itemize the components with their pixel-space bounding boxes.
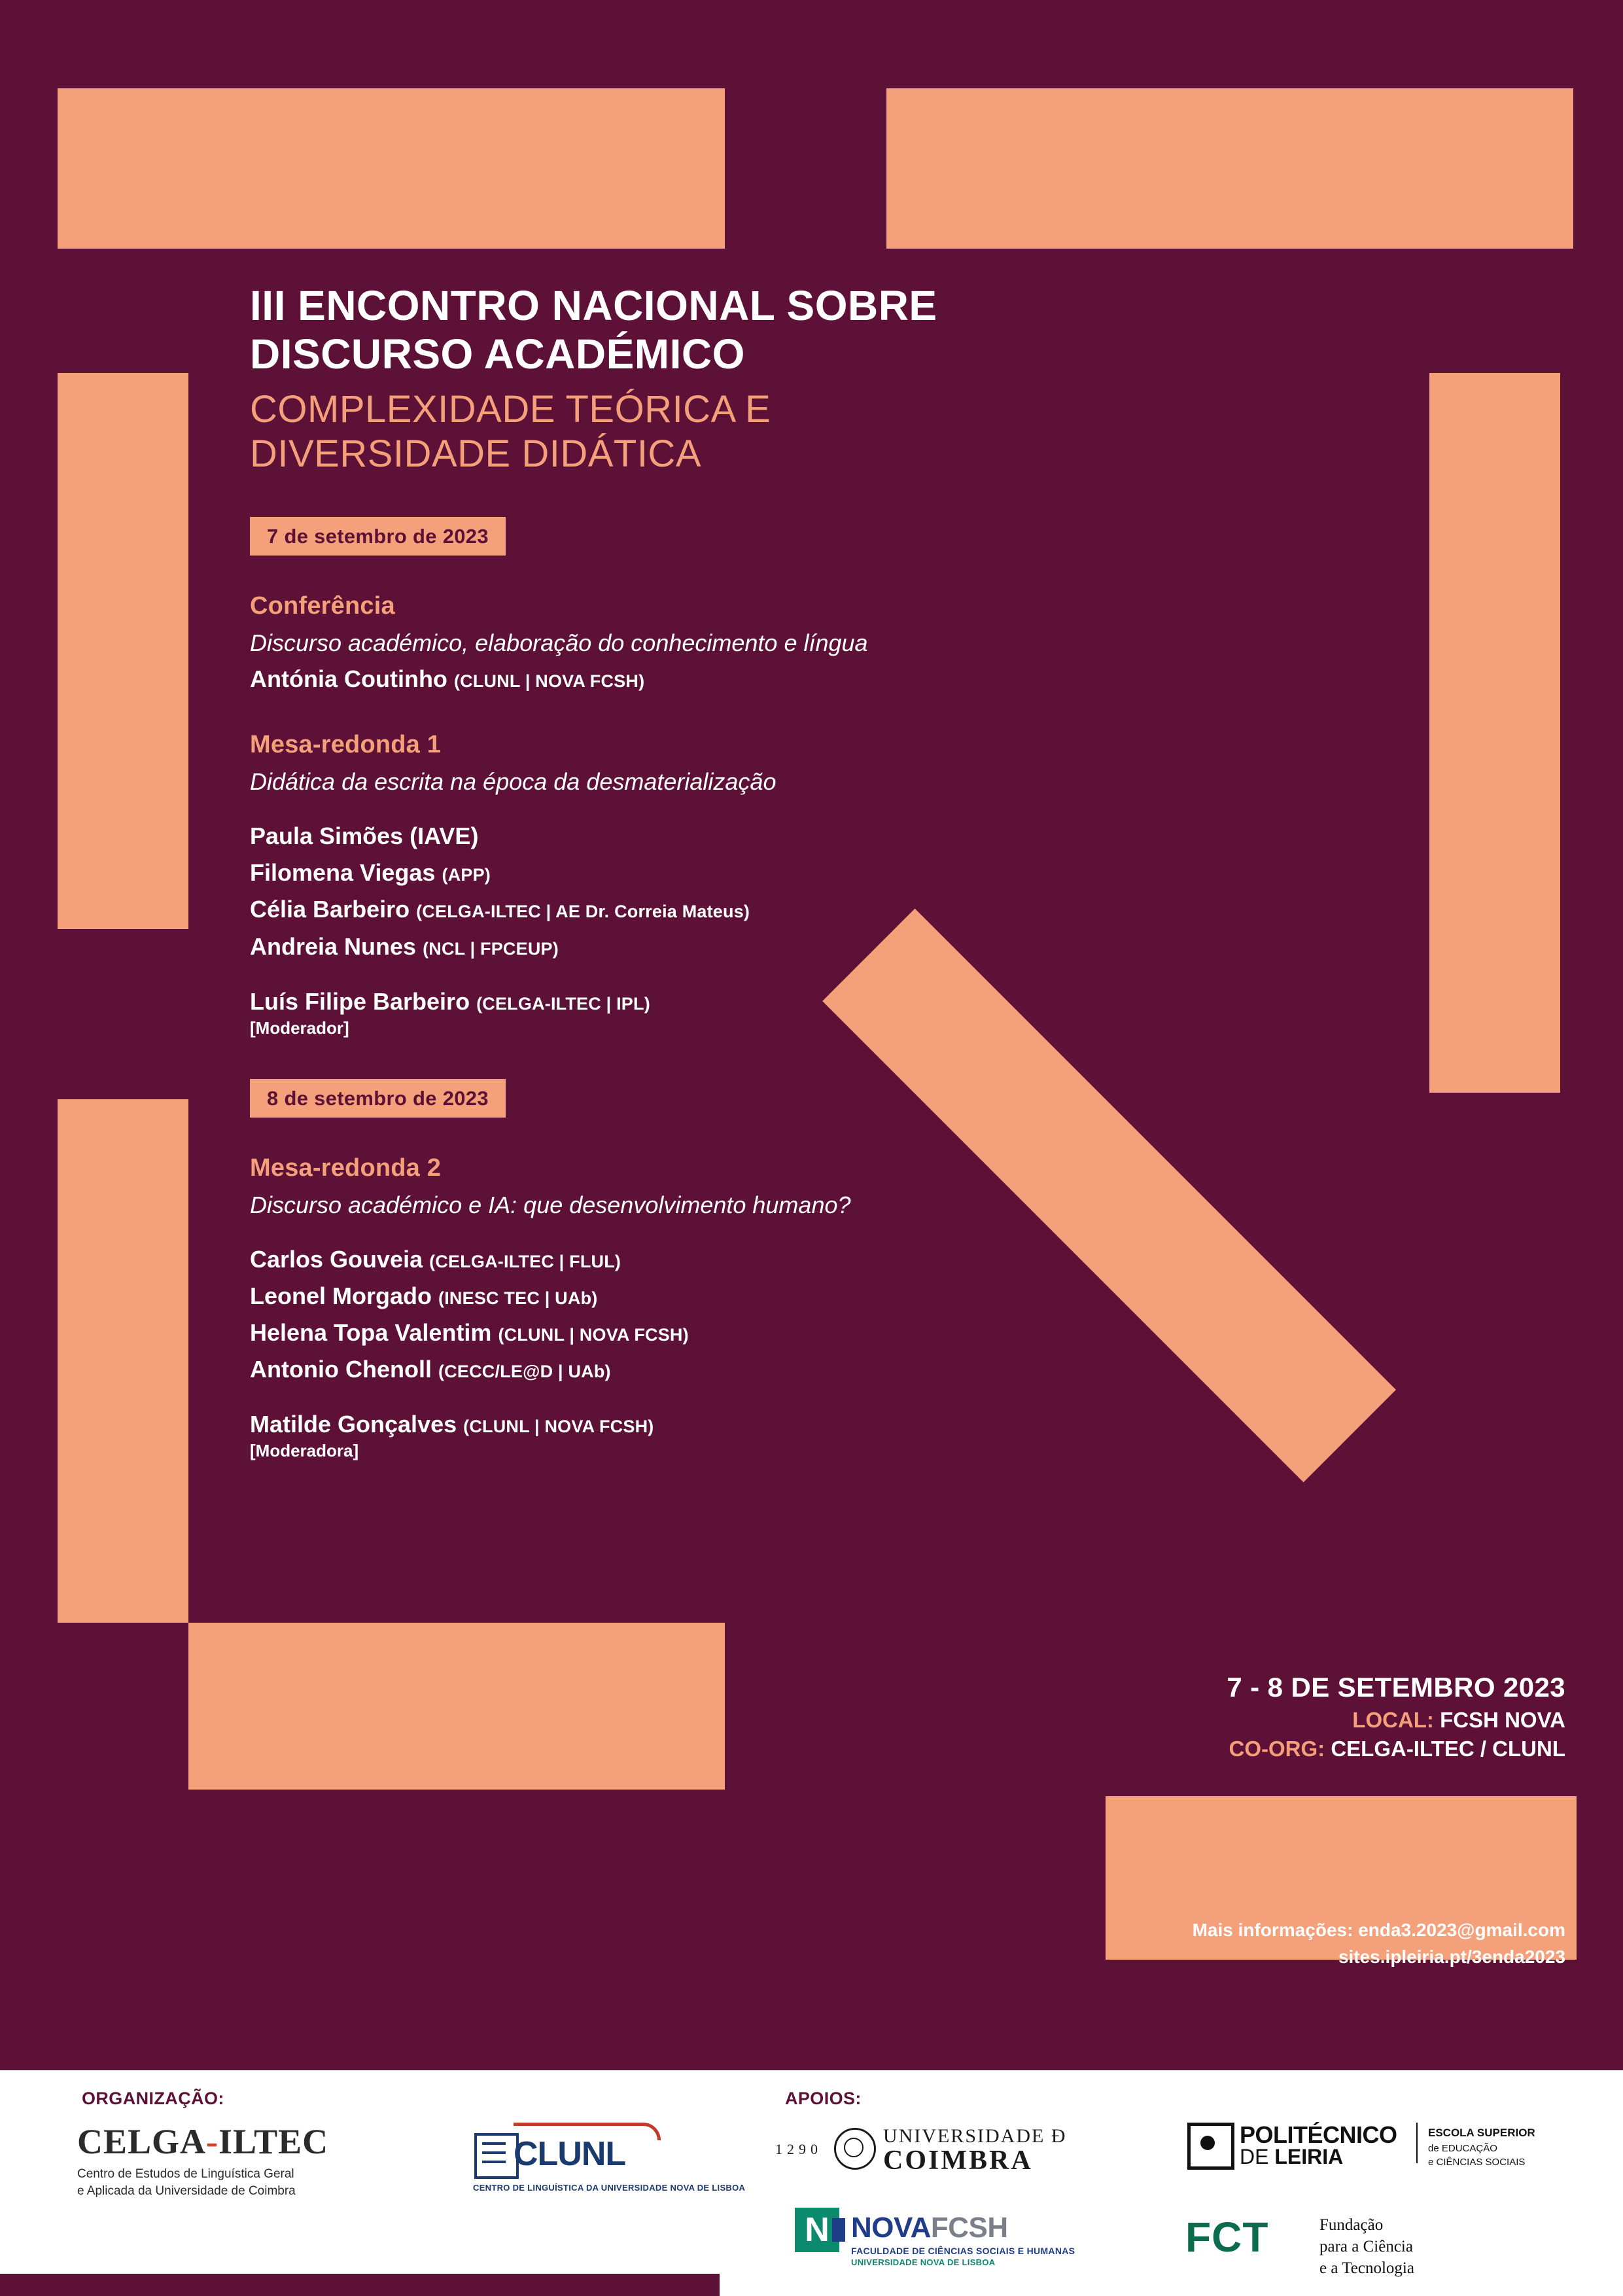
decorative-bar-bottom-middle <box>188 1623 725 1790</box>
roundtable-2-moderator <box>250 1409 1198 1439</box>
leiria-school-line-3: e CIÊNCIAS SOCIAIS <box>1428 2157 1526 2168</box>
speaker-name: Leonel Morgado <box>250 1282 432 1309</box>
event-dates: 7 - 8 DE SETEMBRO 2023 <box>1227 1672 1565 1703</box>
conference-subject: Discurso académico, elaboração do conhecimento e língua <box>250 629 868 657</box>
speaker-affiliation: (CELGA-ILTEC | FLUL) <box>429 1251 621 1271</box>
leiria-word-2-light: DE <box>1240 2145 1275 2168</box>
clunl-box-icon <box>474 2133 519 2179</box>
list-item <box>250 1354 1198 1385</box>
coimbra-name-line-2: COIMBRA <box>883 2146 1033 2176</box>
roundtable-1-moderator <box>250 987 1198 1017</box>
coimbra-year: 1290 <box>775 2141 822 2157</box>
speaker-name: Filomena Viegas <box>250 859 436 887</box>
fct-tagline-line-1: Fundação <box>1319 2216 1384 2234</box>
celga-tagline-line-1: Centro de Estudos de Linguística Geral <box>77 2167 294 2181</box>
celga-word-2: ILTEC <box>218 2122 329 2161</box>
poster-subtitle-line-2: DIVERSIDADE DIDÁTICA <box>250 433 701 476</box>
clunl-wordmark: CLUNL <box>514 2135 626 2173</box>
fct-tagline <box>1319 2214 1414 2279</box>
leiria-word-2-bold: LEIRIA <box>1274 2145 1344 2168</box>
event-coorganization-value: CELGA-ILTEC / CLUNL <box>1331 1737 1565 1761</box>
clunl-caption: CENTRO DE LINGUÍSTICA DA UNIVERSIDADE NOVA DE LISBOA <box>473 2183 746 2193</box>
celga-tagline-line-2: e Aplicada da Universidade de Coimbra <box>77 2183 296 2198</box>
celga-word-1: CELGA <box>77 2122 207 2161</box>
speaker-name: Célia Barbeiro <box>250 896 410 923</box>
nova-word-grey: FCSH <box>930 2212 1008 2244</box>
celga-dash: - <box>206 2122 219 2161</box>
leiria-school-name <box>1428 2125 1535 2170</box>
event-coorganization-label: CO-ORG: <box>1229 1737 1325 1761</box>
decorative-bar-left-upper <box>58 373 188 929</box>
speaker-affiliation: (NCL | FPCEUP) <box>423 938 559 959</box>
event-coorganization <box>1227 1737 1565 1761</box>
leiria-school-line-1: ESCOLA SUPERIOR <box>1428 2127 1535 2139</box>
event-location <box>1227 1708 1565 1733</box>
decorative-bar-left-lower <box>58 1099 188 1623</box>
nova-mark-icon: N <box>795 2208 839 2252</box>
coimbra-seal-icon <box>834 2128 876 2170</box>
list-item <box>250 932 1198 962</box>
speaker-name: Antonio Chenoll <box>250 1355 432 1383</box>
list-item <box>250 858 1198 888</box>
decorative-arrow-vertical <box>1429 373 1560 1093</box>
moderator-name: Matilde Gonçalves <box>250 1410 457 1438</box>
poster-title-line-2: DISCURSO ACADÉMICO <box>250 330 745 378</box>
poster-subtitle-line-1: COMPLEXIDADE TEÓRICA E <box>250 388 771 431</box>
poster-title-line-1: III ENCONTRO NACIONAL SOBRE <box>250 282 937 329</box>
list-item <box>250 821 1198 851</box>
moderator-name: Luís Filipe Barbeiro <box>250 987 470 1015</box>
footer-accent-strip <box>0 2274 720 2296</box>
poster-content <box>250 281 1198 1461</box>
roundtable-2-heading: Mesa-redonda 2 <box>250 1154 442 1182</box>
contact-info <box>1193 1917 1565 1970</box>
leiria-school-line-2: de EDUCAÇÃO <box>1428 2142 1497 2154</box>
date-badge-day-2: 8 de setembro de 2023 <box>250 1079 506 1118</box>
conference-speaker <box>250 664 1198 694</box>
roundtable-1-moderator-role: [Moderador] <box>250 1017 349 1038</box>
moderator-affiliation: (CLUNL | NOVA FCSH) <box>463 1416 654 1436</box>
decorative-bar-top-left <box>58 88 725 249</box>
event-location-value: FCSH NOVA <box>1440 1708 1565 1732</box>
leiria-word-1: POLITÉCNICO <box>1240 2121 1397 2148</box>
contact-email-line: Mais informações: enda3.2023@gmail.com <box>1192 1920 1565 1940</box>
roundtable-2-subject: Discurso académico e IA: que desenvolvimento humano? <box>250 1191 851 1218</box>
celga-iltec-tagline <box>77 2166 328 2199</box>
speaker-affiliation: (CLUNL | NOVA FCSH) <box>498 1324 689 1345</box>
list-item <box>250 1281 1198 1311</box>
speaker-name: Carlos Gouveia <box>250 1245 423 1273</box>
event-info <box>1227 1672 1565 1761</box>
speaker-affiliation: (APP) <box>442 865 491 885</box>
fct-wordmark: FCT <box>1185 2214 1269 2261</box>
clunl-logo <box>468 2117 746 2202</box>
celga-iltec-wordmark <box>77 2121 328 2162</box>
roundtable-1-heading: Mesa-redonda 1 <box>250 731 442 759</box>
speaker-affiliation: (CELGA-ILTEC | AE Dr. Correia Mateus) <box>416 902 750 922</box>
nova-sub-line-2: UNIVERSIDADE NOVA DE LISBOA <box>851 2257 996 2267</box>
nova-wordmark <box>851 2212 1008 2244</box>
event-location-label: LOCAL: <box>1352 1708 1434 1732</box>
speaker-name: Andreia Nunes <box>250 932 417 960</box>
leiria-mark-icon <box>1187 2123 1234 2170</box>
list-item <box>250 1245 1198 1275</box>
conference-speaker-affiliation: (CLUNL | NOVA FCSH) <box>453 671 645 692</box>
moderator-affiliation: (CELGA-ILTEC | IPL) <box>476 993 650 1014</box>
speaker-affiliation: (INESC TEC | UAb) <box>438 1288 598 1308</box>
speaker-name: Paula Simões (IAVE) <box>250 822 479 850</box>
coimbra-name-line-1: UNIVERSIDADE Ð <box>883 2125 1067 2147</box>
leiria-divider <box>1416 2123 1418 2163</box>
roundtable-1-subject: Didática da escrita na época da desmaterialização <box>250 768 777 796</box>
conference-heading: Conferência <box>250 592 395 620</box>
leiria-word-2 <box>1240 2145 1343 2169</box>
roundtable-2-moderator-role: [Moderadora] <box>250 1441 359 1461</box>
nova-word-bold: NOVA <box>851 2212 931 2244</box>
footer <box>0 2070 1623 2296</box>
organization-label: ORGANIZAÇÃO: <box>82 2089 224 2108</box>
date-badge-day-1: 7 de setembro de 2023 <box>250 517 506 556</box>
contact-website-line[interactable]: sites.ipleiria.pt/3enda2023 <box>1338 1946 1565 1967</box>
fct-tagline-line-2: para a Ciência <box>1319 2238 1413 2255</box>
list-item <box>250 894 1198 925</box>
speaker-name: Helena Topa Valentim <box>250 1318 492 1346</box>
celga-iltec-logo <box>77 2121 328 2199</box>
list-item <box>250 1318 1198 1348</box>
nova-sub-line-1: FACULDADE DE CIÊNCIAS SOCIAIS E HUMANAS <box>851 2246 1075 2256</box>
conference-speaker-name: Antónia Coutinho <box>250 665 447 693</box>
decorative-bar-top-right <box>886 88 1573 249</box>
speaker-affiliation: (CECC/LE@D | UAb) <box>438 1361 611 1381</box>
support-label: APOIOS: <box>785 2089 862 2108</box>
fct-tagline-line-3: e a Tecnologia <box>1319 2259 1414 2277</box>
